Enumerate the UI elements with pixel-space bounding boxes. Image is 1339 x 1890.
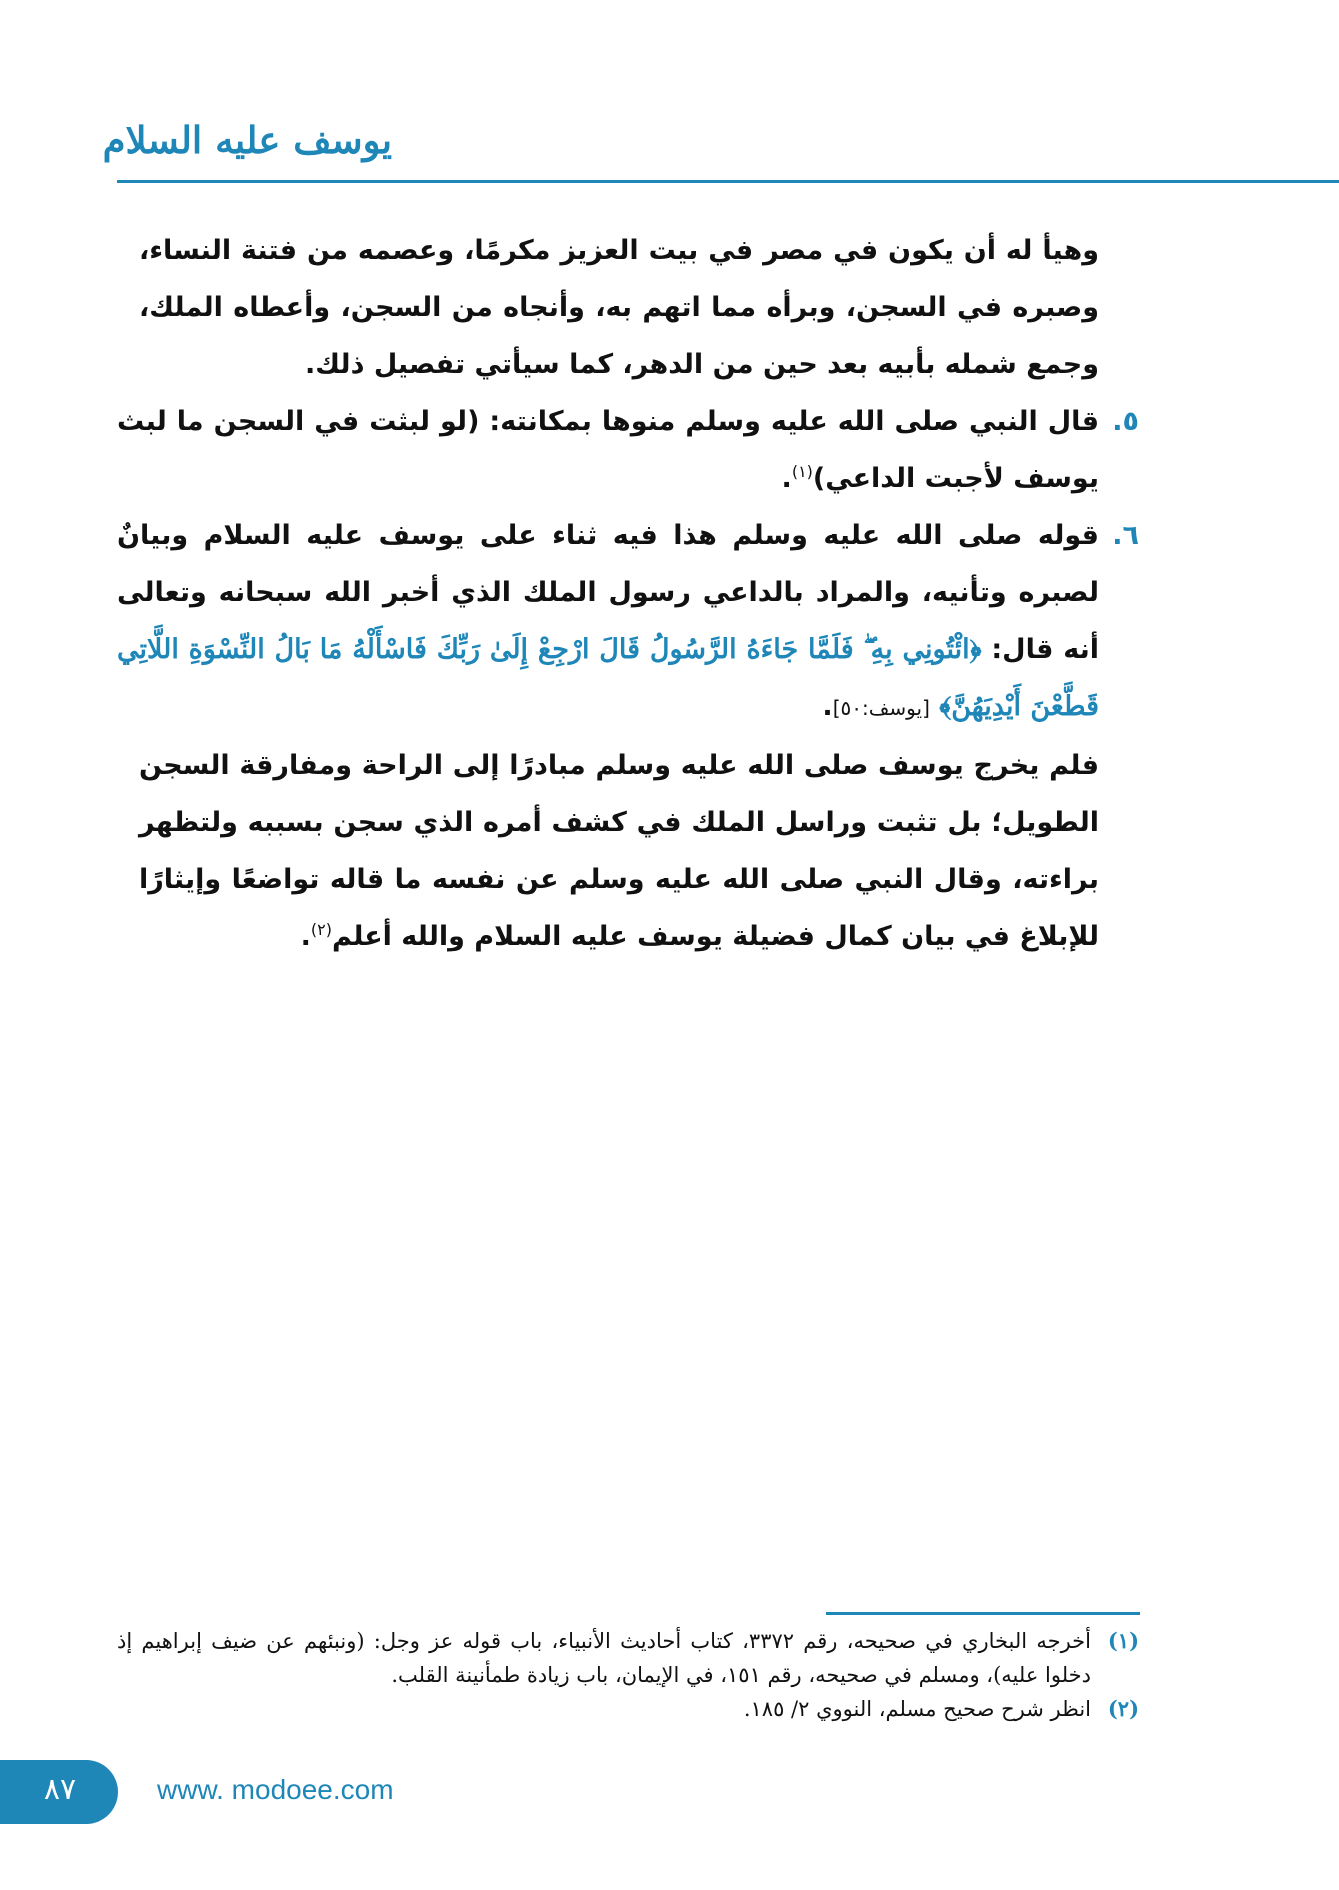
- list-item-6-end: .: [822, 691, 833, 722]
- quran-verse: ﴿ائْتُونِي بِهِ ۖ فَلَمَّا جَاءَهُ الرَّسُولُ قَالَ ارْجِعْ إِلَىٰ رَبِّكَ فَاسْأَلْهُ مَا بَالُ النِّسْوَةِ اللَّاتِي قَطَّعْنَ أَيْدِيَهُنَّ﴾: [117, 634, 1099, 722]
- footnote-ref-2[interactable]: (٢): [310, 920, 333, 939]
- list-item-6-text: [117, 507, 1099, 737]
- commentary-text: قوله صلى الله عليه وسلم هذا فيه ثناء على يوسف عليه السلام وبيانٌ لصبره وتأنيه، والمراد بالداعي رسول الملك الذي أخبر الله سبحانه وتعالى أنه قال:: [117, 520, 1100, 665]
- footnote-divider: [826, 1612, 1140, 1615]
- footnote-ref-1[interactable]: (١): [791, 462, 813, 481]
- list-item-6: [117, 507, 1139, 737]
- paragraph-conclusion: [117, 737, 1139, 965]
- list-number-6: ٦.: [1112, 520, 1139, 551]
- paragraph-conclusion-end: .: [300, 921, 311, 952]
- footnote-1: [117, 1624, 1139, 1692]
- page-body: [117, 222, 1139, 965]
- footnotes: [117, 1624, 1139, 1726]
- paragraph-conclusion-text: فلم يخرج يوسف صلى الله عليه وسلم مبادرًا إلى الراحة ومفارقة السجن الطويل؛ بل تثبت وراسل الملك في كشف أمره الذي سجن بسببه ولتظهر براءته، وقال النبي صلى الله عليه وسلم عن نفسه ما قاله تواضعًا وإيثارًا للإبلاغ في بيان كمال فضيلة يوسف عليه السلام والله أعلم: [139, 750, 1099, 952]
- footnote-2-number: (٢): [1107, 1696, 1139, 1721]
- footnote-1-number: (١): [1107, 1628, 1139, 1653]
- running-header-title: يوسف عليه السلام: [102, 118, 392, 162]
- list-item-5: [117, 393, 1139, 507]
- header-divider: [117, 180, 1339, 183]
- footnote-2: [117, 1692, 1139, 1726]
- list-item-5-end: .: [781, 463, 792, 494]
- paragraph-intro-text: وهيأ له أن يكون في مصر في بيت العزيز مكرمًا، وعصمه من فتنة النساء، وصبره في السجن، وبرأه مما اتهم به، وأنجاه من السجن، وأعطاه الملك، وجمع شمله بأبيه بعد حين من الدهر، كما سيأتي تفصيل ذلك.: [139, 235, 1099, 380]
- list-number-5: ٥.: [1112, 406, 1139, 437]
- hadith-text: قال النبي صلى الله عليه وسلم منوها بمكانته: (لو لبثت في السجن ما لبث يوسف لأجبت الداعي): [117, 406, 1099, 494]
- website-link[interactable]: www. modoee.com: [157, 1774, 394, 1805]
- page-number: ٨٧: [43, 1772, 77, 1807]
- paragraph-intro: [117, 222, 1139, 393]
- footnote-1-text: أخرجه البخاري في صحيحه، رقم ٣٣٧٢، كتاب أحاديث الأنبياء، باب قوله عز وجل: (ونبئهم عن ضيف إبراهيم إذ دخلوا عليه)، ومسلم في صحيحه، رقم ١٥١، في الإيمان، باب زيادة طمأنينة القلب.: [117, 1629, 1091, 1687]
- verse-reference: [يوسف:٥٠]: [832, 696, 930, 720]
- footnote-2-text: انظر شرح صحيح مسلم، النووي ٢/ ١٨٥.: [743, 1697, 1091, 1721]
- list-item-5-text: [117, 393, 1099, 507]
